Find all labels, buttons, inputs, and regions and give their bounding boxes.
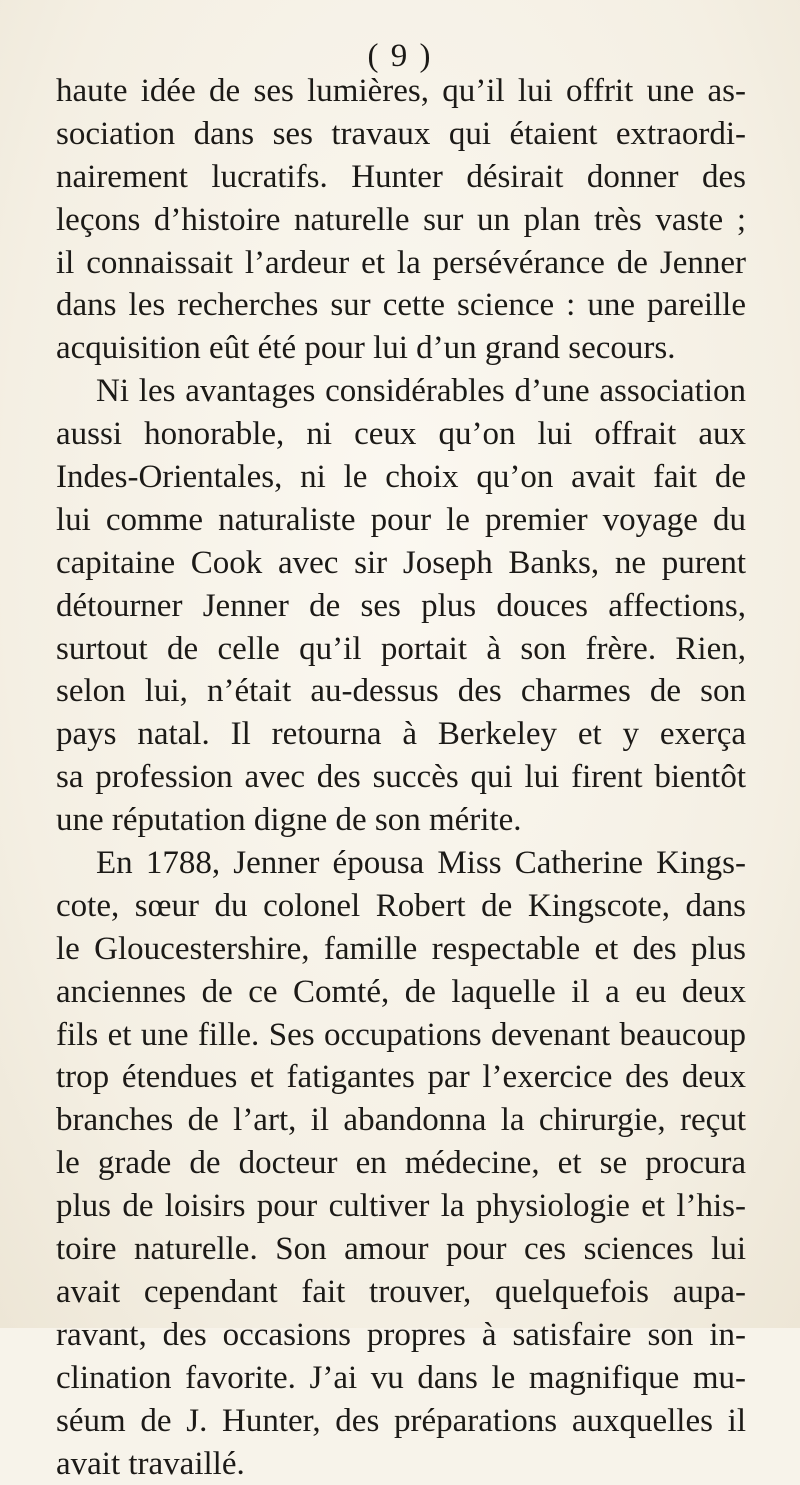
text-line: acquisition eût été pour lui d’un grand secours. [56,327,746,370]
page-number: ( 9 ) [0,38,800,75]
text-line: clination favorite. J’ai vu dans le magnifique mu- [56,1357,746,1400]
text-line: avait cependant fait trouver, quelquefois aupa- [56,1271,746,1314]
text-line: En 1788, Jenner épousa Miss Catherine Kings- [56,842,746,885]
text-line: plus de loisirs pour cultiver la physiologie et l’his- [56,1185,746,1228]
text-line: détourner Jenner de ses plus douces affections, [56,585,746,628]
text-line: une réputation digne de son mérite. [56,799,746,842]
text-line: toire naturelle. Son amour pour ces sciences lui [56,1228,746,1271]
text-line: lui comme naturaliste pour le premier voyage du [56,499,746,542]
text-line: trop étendues et fatigantes par l’exercice des deux [56,1056,746,1099]
text-line: séum de J. Hunter, des préparations auxquelles il [56,1400,746,1443]
text-line: aussi honorable, ni ceux qu’on lui offrait aux [56,413,746,456]
text-line: fils et une fille. Ses occupations devenant beaucoup [56,1014,746,1057]
text-line: leçons d’histoire naturelle sur un plan très vaste ; [56,199,746,242]
text-line: selon lui, n’était au-dessus des charmes de son [56,670,746,713]
text-line: le grade de docteur en médecine, et se procura [56,1142,746,1185]
text-line: ravant, des occasions propres à satisfaire son in- [56,1314,746,1357]
text-line: Ni les avantages considérables d’une association [56,370,746,413]
text-line: nairement lucratifs. Hunter désirait donner des [56,156,746,199]
text-line: branches de l’art, il abandonna la chirurgie, reçut [56,1099,746,1142]
text-line: pays natal. Il retourna à Berkeley et y exerça [56,713,746,756]
text-line: anciennes de ce Comté, de laquelle il a eu deux [56,971,746,1014]
text-line: le Gloucestershire, famille respectable et des plus [56,928,746,971]
text-line: sociation dans ses travaux qui étaient extraordi- [56,113,746,156]
text-line: dans les recherches sur cette science : une pareille [56,284,746,327]
text-line: sa profession avec des succès qui lui firent bientôt [56,756,746,799]
text-line: capitaine Cook avec sir Joseph Banks, ne purent [56,542,746,585]
text-line: il connaissait l’ardeur et la persévérance de Jenner [56,242,746,285]
text-line: surtout de celle qu’il portait à son frère. Rien, [56,628,746,671]
text-line: Indes-Orientales, ni le choix qu’on avait fait de [56,456,746,499]
text-line: avait travaillé. [56,1443,746,1485]
body-text [56,70,746,1485]
text-line: cote, sœur du colonel Robert de Kingscote, dans [56,885,746,928]
text-line: haute idée de ses lumières, qu’il lui offrit une as- [56,70,746,113]
